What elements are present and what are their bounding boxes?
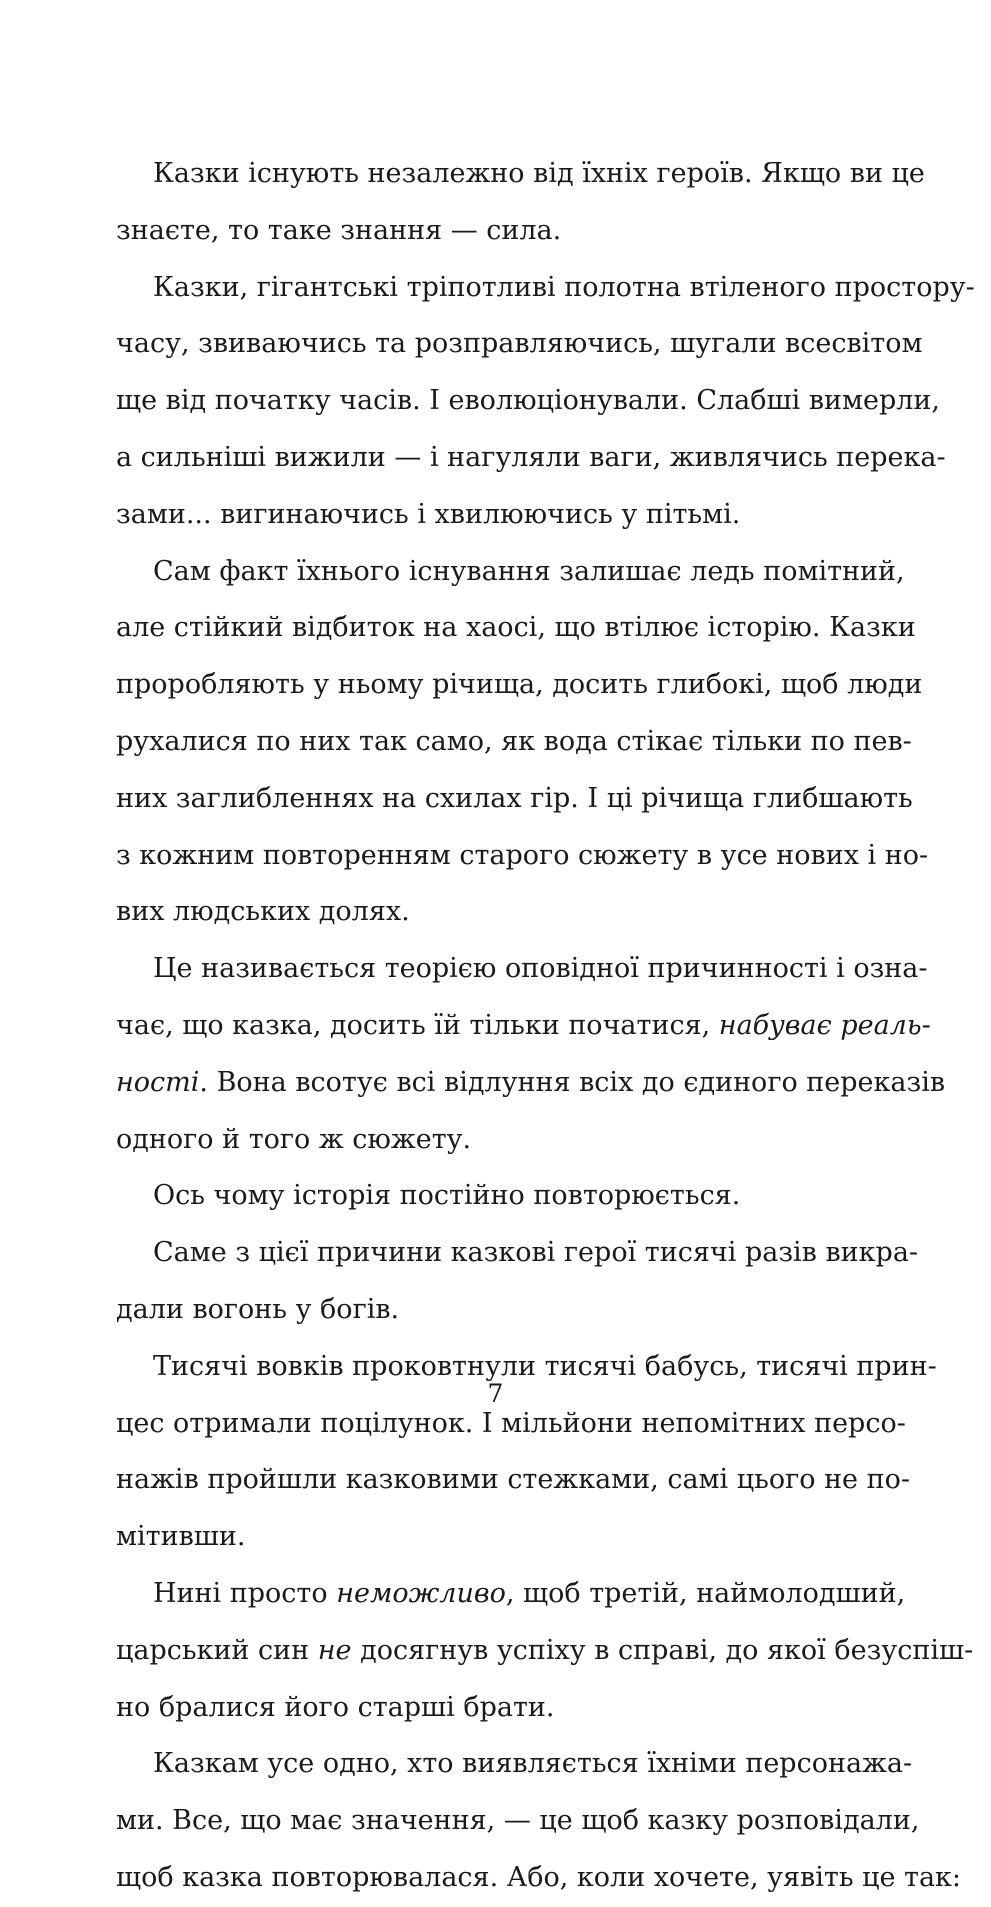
text-line (116, 1168, 862, 1225)
text-segment: Саме з цієї причини казкові герої тисячі разів викра- (153, 1237, 919, 1269)
text-segment: дали вогонь у богів. (116, 1293, 400, 1325)
text-segment: Нині просто (153, 1577, 337, 1609)
text-segment: але стійкий відбиток на хаосі, що втілює історію. Казки (116, 612, 916, 644)
text-line (116, 1736, 913, 1793)
text-line (116, 1850, 962, 1907)
text-line (116, 430, 946, 487)
text-segment: зами... вигинаючись і хвилюючись у пітьмі. (116, 498, 741, 530)
text-segment: вих людських долях. (116, 896, 410, 928)
text-line (116, 600, 916, 657)
text-line (116, 316, 923, 373)
text-line (116, 1452, 910, 1509)
text-line (116, 1112, 862, 1169)
text-line (116, 884, 862, 941)
text-line (116, 203, 862, 260)
text-line (116, 828, 929, 885)
text-line (116, 1623, 974, 1680)
text-line (116, 771, 913, 828)
text-segment: Казкам усе одно, хто виявляється їхніми персонажа- (153, 1748, 913, 1780)
text-segment: но бралися його старші брати. (116, 1691, 555, 1723)
text-line (116, 146, 925, 203)
text-segment: нажів пройшли казковими стежками, самі цього не по- (116, 1464, 910, 1496)
text-segment: Тисячі вовків проковтнули тисячі бабусь, тисячі прин- (153, 1350, 937, 1382)
text-segment: Казки існують незалежно від їхніх героїв. Якщо ви це (153, 158, 925, 189)
text-segment: проробляють у ньому річища, досить глибокі, щоб люди (116, 669, 923, 701)
text-segment: знаєте, то таке знання — сила. (116, 214, 562, 246)
text-line (116, 657, 923, 714)
text-segment: . Вона всотує всі відлуння всіх до єдиного переказів (199, 1066, 946, 1098)
text-line (116, 260, 975, 317)
text-segment: цес отримали поцілунок. І мільйони непомітних персо- (116, 1407, 906, 1439)
text-line (116, 714, 912, 771)
text-segment: царський син (116, 1634, 318, 1666)
text-segment: ми. Все, що має значення, — це щоб казку розповідали, (116, 1805, 920, 1837)
text-segment: часу, звиваючись та розправляючись, шугали всесвітом (116, 328, 923, 360)
text-segment: мітивши. (116, 1521, 246, 1553)
text-segment: Це називається теорією оповідної причинності і озна- (153, 953, 928, 985)
text-line (116, 941, 928, 998)
text-segment: а сильніші вижили — і нагуляли ваги, живлячись перека- (116, 441, 946, 473)
text-segment: щоб казка повторювалася. Або, коли хочете, уявіть це так: (116, 1861, 962, 1893)
italic-text: ності (116, 1066, 200, 1098)
text-line (116, 1793, 920, 1850)
page-number: 7 (487, 1379, 504, 1408)
text-segment: , щоб третій, наймолодший, (505, 1577, 906, 1609)
text-line (116, 1566, 906, 1623)
text-line (116, 1055, 946, 1112)
italic-text: неможливо (336, 1577, 506, 1609)
italic-text: не (317, 1634, 352, 1666)
text-segment: досягнув успіху в справі, до якої безуспіш- (351, 1634, 974, 1666)
text-segment: одного й того ж сюжету. (116, 1123, 472, 1155)
text-segment: них заглибленнях на схилах гір. І ці річища глибшають (116, 782, 913, 814)
text-segment: ще від початку часів. І еволюціонували. Слабші вимерли, (116, 385, 941, 417)
text-line (116, 487, 862, 544)
text-segment: чає, що казка, досить їй тільки початися, (116, 1009, 719, 1041)
text-line (116, 998, 931, 1055)
italic-text: набуває реаль- (718, 1009, 931, 1041)
text-line (116, 544, 905, 601)
text-segment: Сам факт їхнього існування залишає ледь помітний, (153, 555, 905, 587)
body-text (116, 146, 975, 1907)
text-segment: рухалися по них так само, як вода стікає тільки по пев- (116, 725, 912, 757)
text-line (116, 1225, 919, 1282)
text-line (116, 1680, 862, 1737)
text-segment: Казки, гігантські тріпотливі полотна втіленого простору- (153, 271, 975, 303)
text-segment: Ось чому історія постійно повторюється. (153, 1180, 741, 1212)
text-line (116, 373, 941, 430)
text-line (116, 1282, 862, 1339)
text-line (116, 1509, 862, 1566)
text-segment: з кожним повторенням старого сюжету в усе нових і но- (116, 839, 929, 871)
